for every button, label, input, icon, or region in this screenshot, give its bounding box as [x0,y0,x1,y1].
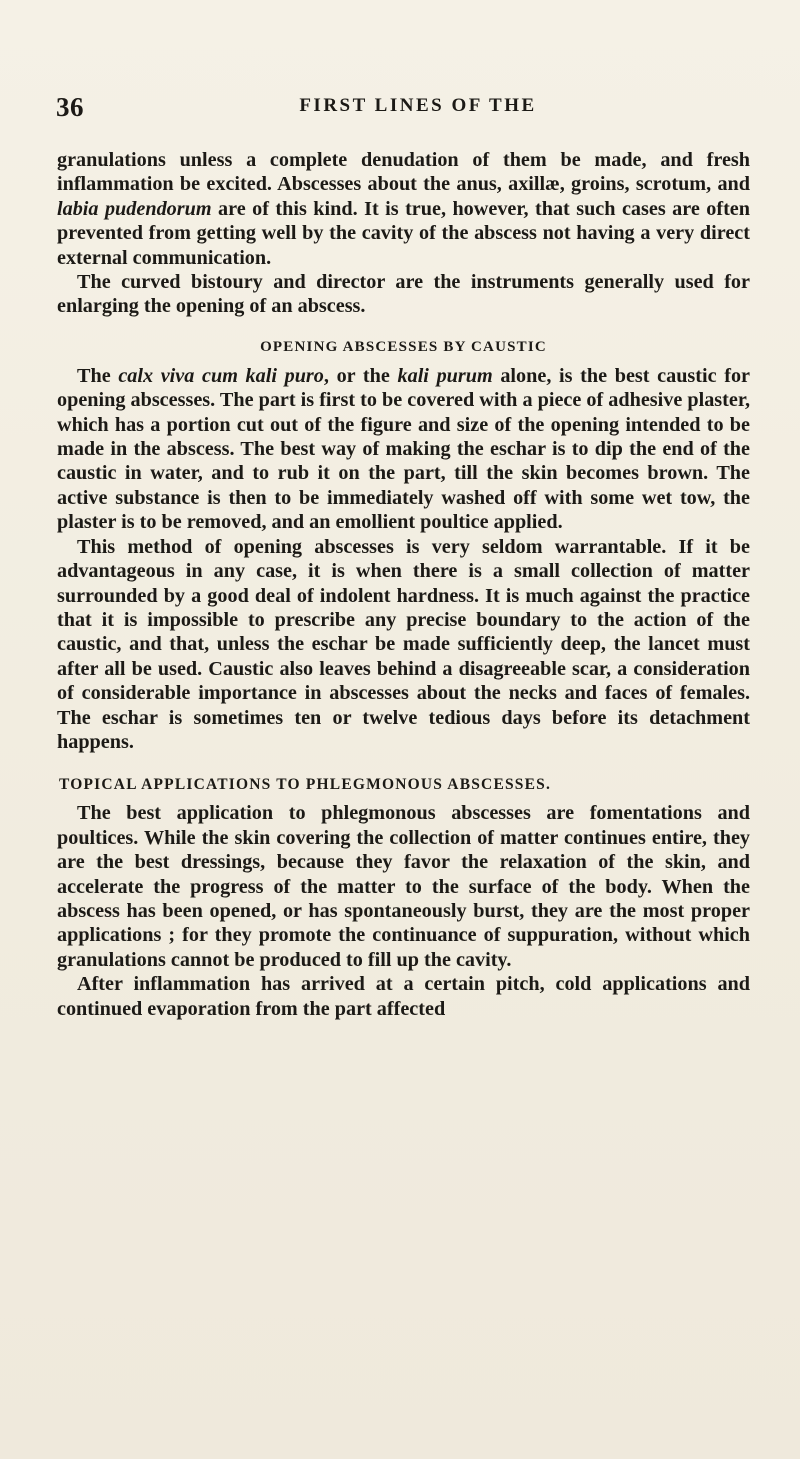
paragraph-intro-1 [57,148,750,270]
text-run: are of this kind. It is true, however, that such cases are often prevented from getting well by the cavity of the abscess not having a very direct external communication. [57,197,750,269]
section-heading-caustic: OPENING ABSCESSES BY CAUSTIC [260,338,547,355]
paragraph-intro-2: The curved bistoury and director are the instruments generally used for enlarging the opening of an abscess. [57,271,750,318]
paragraph-topical-2: After inflammation has arrived at a certain pitch, cold applications and continued evaporation from the part affected [57,973,750,1020]
paragraph-topical-1: The best application to phlegmonous abscesses are fomentations and poultices. While the skin covering the collection of matter continues entire, they are the best dressings, because they favor the relaxation of the skin, and accelerate the progress of the matter to the surface of the body. When the abscess has been opened, or has spontaneously burst, they are the most proper applications ; for they promote the continuance of suppuration, without which granulations cannot be produced to fill up the cavity. [57,802,750,971]
body-text [57,148,750,1021]
italic-term: kali purum [397,364,493,387]
paragraph-caustic-2: This method of opening abscesses is very seldom warrantable. If it be advantageous in any case, it is when there is a small collection of matter surrounded by a good deal of indolent hardness. It is much against the practice that it is impossible to prescribe any precise boundary to the action of the caustic, and that, unless the eschar be made sufficiently deep, the lancet must after all be used. Caustic also leaves behind a disagreeable scar, a consideration of considerable importance in abscesses about the necks and faces of females. The eschar is sometimes ten or twelve tedious days before its detachment happens. [57,535,750,753]
paragraph-caustic-1 [57,364,750,535]
running-head [56,92,740,122]
section-heading-topical: TOPICAL APPLICATIONS TO PHLEGMONOUS ABSCESSES. [59,776,552,794]
page-number: 36 [56,92,84,122]
text-run: The [77,364,119,387]
text-run: , or the [323,364,398,387]
italic-term: calx viva cum kali puro [118,364,324,387]
text-run: granulations unless a complete denudation of them be made, and fresh inflammation be excited. Abscesses about the anus, axillæ, groins, scrotum, and [57,149,750,196]
running-title: FIRST LINES OF THE [299,95,537,116]
text-run: alone, is the best caustic for opening abscesses. The part is first to be covered with a piece of adhesive plaster, which has a portion cut out of the figure and size of the opening intended to be made in the abscess. The best way of making the eschar is to dip the end of the caustic in water, and to rub it on the part, till the skin becomes brown. The active substance is then to be immediately washed off with some wet tow, the plaster is to be removed, and an emollient poultice applied. [57,364,750,534]
italic-term: labia pudendorum [57,197,212,220]
